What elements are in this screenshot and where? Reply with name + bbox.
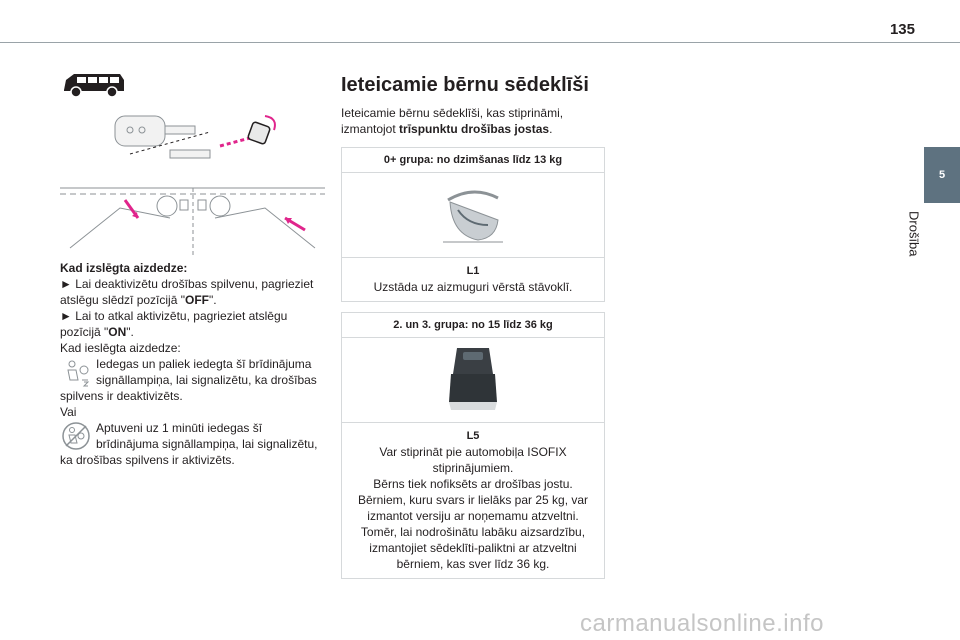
infant-carrier-icon: [438, 180, 508, 250]
seat-details: [342, 423, 604, 578]
airbag-off-paragraph: Iedegas un paliek iedegta šī brīdinājuma signāllampiņa, lai signalizētu, ka drošības spilvens ir deaktivizēts.: [60, 357, 317, 403]
seat-code: L1: [466, 265, 480, 277]
booster-seat-icon: [443, 344, 503, 416]
airbag-off-warning-icon: [60, 356, 92, 388]
header-divider: [0, 42, 960, 43]
van-icon: [60, 70, 130, 100]
seat-details: [342, 258, 604, 301]
ignition-on-heading: Kad ieslēgta aizdedze:: [60, 341, 181, 355]
seat-card-l1: [341, 147, 605, 302]
seat-code: L5: [466, 430, 480, 442]
dashboard-illustration: [60, 178, 325, 258]
right-column: [341, 74, 605, 589]
page-number: 135: [889, 21, 915, 38]
seat-description: Uzstāda uz aizmuguri vērstā stāvoklī.: [373, 280, 573, 294]
rear-facing-seat-image: [342, 173, 604, 258]
chapter-label: Drošība: [906, 211, 922, 257]
section-intro: Ieteicamie bērnu sēdeklīši, kas stiprināmi, izmantojot trīspunktu drošības jostas.: [341, 106, 564, 136]
deactivate-instruction: ► Lai deaktivizētu drošības spilvenu, pagrieziet atslēgu slēdzī pozīcijā "OFF".: [60, 277, 314, 307]
seat-group-heading: 2. un 3. grupa: no 15 līdz 36 kg: [342, 313, 604, 338]
airbag-on-paragraph: Aptuveni uz 1 minūti iedegas šī brīdinājuma signāllampiņa, lai signalizētu, ka drošības spilvens ir aktivizēts.: [60, 421, 318, 467]
left-column: [60, 70, 325, 468]
watermark: carmanualsonline.info: [580, 610, 824, 637]
booster-seat-image: [342, 338, 604, 423]
airbag-on-warning-icon: [60, 420, 92, 452]
reactivate-instruction: ► Lai to atkal aktivizētu, pagrieziet atslēgu pozīcijā "ON".: [60, 309, 288, 339]
ignition-off-heading: Kad izslēgta aizdedze:: [60, 261, 188, 275]
section-title: Ieteicamie bērnu sēdeklīši: [341, 74, 589, 96]
seat-card-l5: [341, 312, 605, 579]
seat-group-heading: 0+ grupa: no dzimšanas līdz 13 kg: [342, 148, 604, 173]
key-switch-illustration: [60, 110, 325, 170]
chapter-number: 5: [938, 169, 946, 181]
chapter-tab[interactable]: [924, 147, 960, 203]
seat-description: Var stiprināt pie automobiļa ISOFIX stiprinājumiem. Bērns tiek nofiksēts ar drošības jostu. Bērniem, kuru svars ir lielāks par 25 kg, var izmantot versiju ar noņemamu atzveltni. Tomēr, lai nodrošinātu labāku aizsardzību, izmantojiet sēdeklīti-paliktni ar atzveltni bērniem, kas sver līdz 36 kg.: [357, 445, 589, 571]
or-text: Vai: [60, 405, 77, 419]
